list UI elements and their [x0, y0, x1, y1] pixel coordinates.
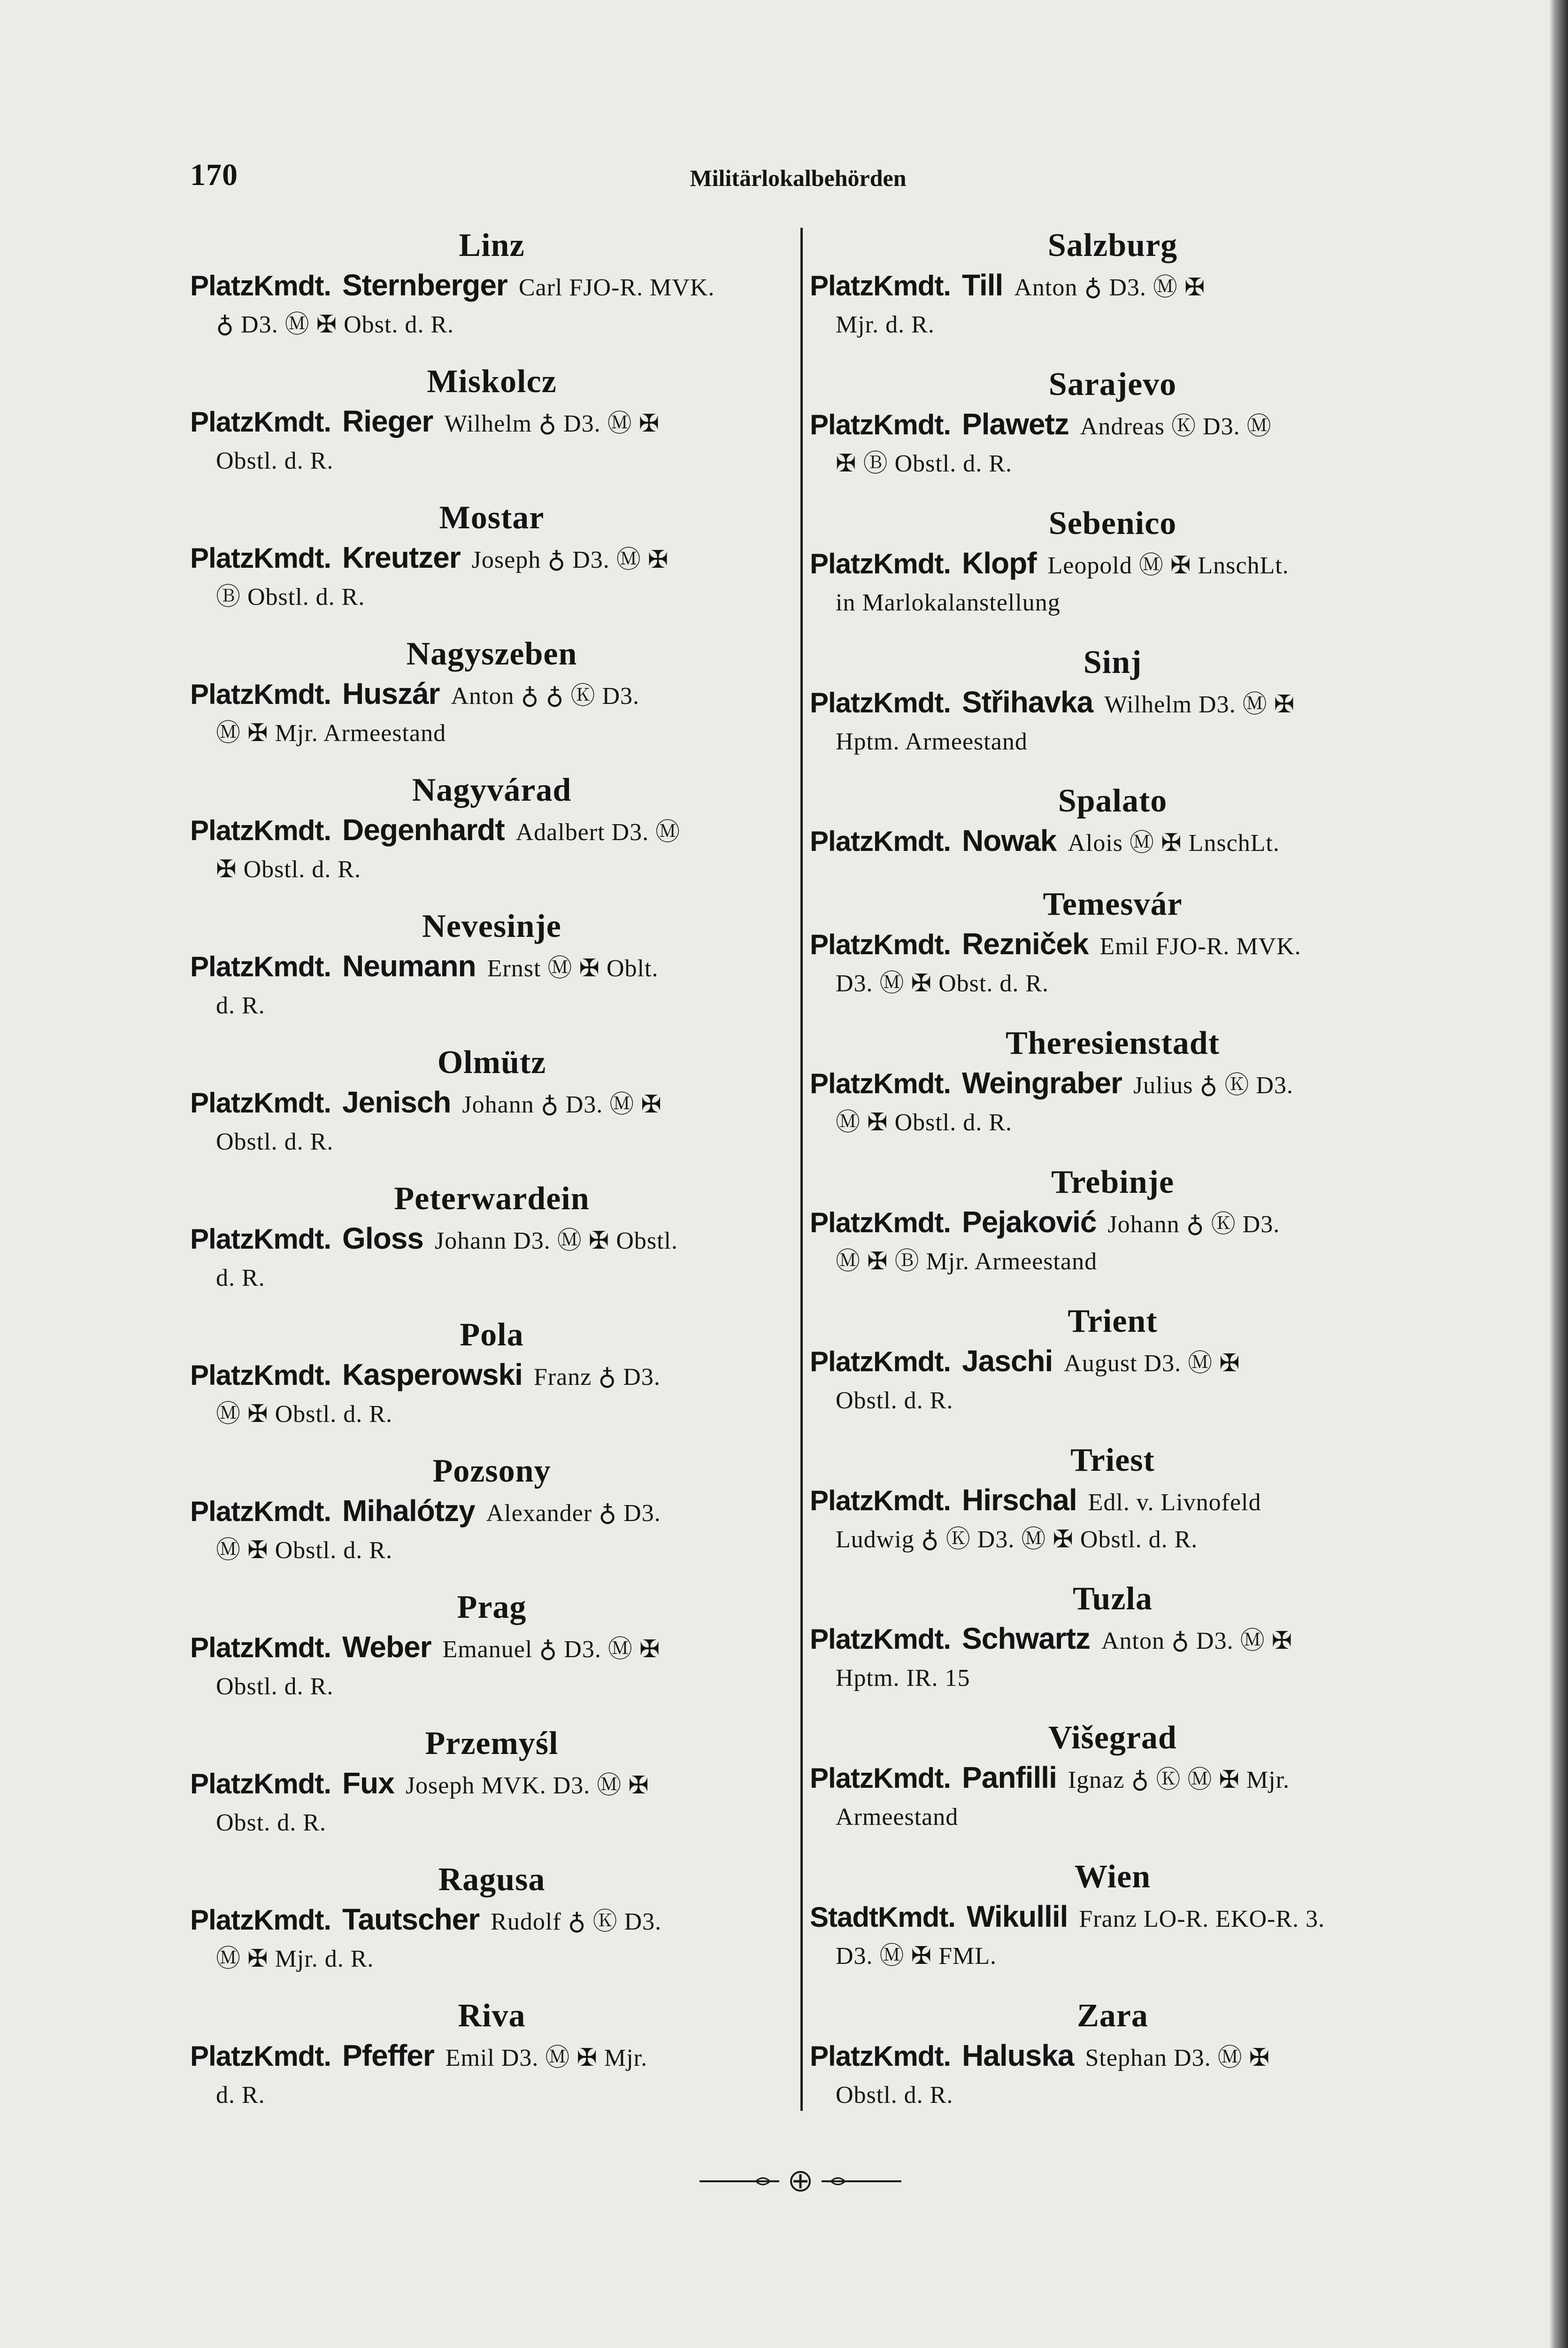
scan-edge — [1549, 0, 1568, 2348]
entry-continuation: d. R. — [216, 992, 265, 1019]
entry-line — [810, 925, 1415, 966]
place-heading: Miskolcz — [427, 363, 557, 400]
entry-continuation: Obstl. d. R. — [836, 1387, 953, 1414]
entry-details: Emanuel ♁ D3. Ⓜ ✠ — [442, 1636, 661, 1663]
entry-pola — [190, 1315, 793, 1432]
entry-continuation: Armeestand — [836, 1804, 959, 1831]
entry-nagyszeben — [190, 634, 793, 751]
office-title: PlatzKmdt. — [190, 270, 331, 301]
entry-details: Johann D3. Ⓜ ✠ Obstl. — [434, 1228, 678, 1254]
surname: Jenisch — [342, 1085, 451, 1119]
place-heading: Przemyśl — [425, 1725, 559, 1761]
surname: Rezniček — [962, 927, 1089, 961]
surname: Rieger — [342, 404, 433, 438]
entry-continuation: Obstl. d. R. — [216, 1128, 334, 1155]
column-divider — [800, 228, 803, 2111]
place-heading: Sinj — [1083, 644, 1142, 680]
surname: Mihalótzy — [342, 1494, 475, 1528]
entry-tuzla — [810, 1579, 1415, 1696]
office-title: PlatzKmdt. — [810, 1068, 951, 1100]
entry-continuation: ✠ Ⓑ Obstl. d. R. — [836, 450, 1012, 477]
office-title: PlatzKmdt. — [810, 826, 951, 857]
surname: Till — [962, 268, 1003, 302]
entry-line — [190, 1219, 793, 1260]
entry-mostar — [190, 498, 793, 615]
place-heading: Theresienstadt — [1005, 1025, 1220, 1062]
entry-prag — [190, 1587, 793, 1705]
entry-continuation: Ⓜ ✠ Obstl. d. R. — [216, 1401, 392, 1428]
office-title: PlatzKmdt. — [810, 1206, 951, 1238]
entry-continuation: D3. Ⓜ ✠ Obst. d. R. — [836, 970, 1049, 997]
surname: Plawetz — [962, 407, 1069, 441]
entry-line — [810, 2036, 1415, 2078]
entry-line — [190, 1900, 793, 1941]
entry-sarajevo — [810, 364, 1415, 482]
entry-pozsony — [190, 1451, 793, 1568]
entry-line — [190, 947, 793, 988]
place-heading: Spalato — [1058, 783, 1168, 819]
office-title: PlatzKmdt. — [810, 687, 951, 718]
entry-continuation: Ⓜ ✠ Obstl. d. R. — [836, 1109, 1012, 1136]
place-heading: Linz — [459, 227, 525, 263]
place-heading: Trebinje — [1051, 1164, 1175, 1200]
entry-line — [810, 1342, 1415, 1383]
entry-temesvar — [810, 884, 1415, 1002]
entry-details: Franz ♁ D3. — [533, 1364, 661, 1390]
office-title: PlatzKmdt. — [190, 1087, 331, 1119]
surname: Schwartz — [962, 1622, 1090, 1656]
surname: Gloss — [342, 1221, 423, 1255]
entry-continuation: in Marlokalanstellung — [836, 589, 1061, 616]
entry-visegrad — [810, 1718, 1415, 1835]
office-title: PlatzKmdt. — [190, 815, 331, 846]
place-heading: Sebenico — [1048, 505, 1177, 541]
office-title: PlatzKmdt. — [190, 951, 331, 982]
entry-continuation: Hptm. Armeestand — [836, 728, 1028, 755]
entry-line — [190, 1491, 793, 1533]
entry-salzburg — [810, 225, 1415, 343]
office-title: PlatzKmdt. — [810, 929, 951, 961]
entry-line — [810, 1203, 1415, 1244]
place-heading: Wien — [1074, 1859, 1151, 1895]
entry-details: Rudolf ♁ Ⓚ D3. — [491, 1908, 662, 1935]
entry-details: Ignaz ♁ Ⓚ Ⓜ ✠ Mjr. — [1068, 1767, 1290, 1794]
entry-continuation: Ⓜ ✠ Obstl. d. R. — [216, 1537, 392, 1564]
entry-line — [190, 1628, 793, 1669]
place-heading: Nevesinje — [422, 908, 561, 944]
place-heading: Mostar — [439, 500, 545, 536]
entry-line — [810, 1897, 1415, 1939]
entry-line — [810, 821, 1415, 863]
entry-continuation: Ⓜ ✠ Mjr. Armeestand — [216, 720, 446, 747]
office-title: PlatzKmdt. — [190, 542, 331, 574]
entry-continuation: Obstl. d. R. — [836, 2081, 953, 2109]
entry-details: Wilhelm D3. Ⓜ ✠ — [1104, 691, 1295, 718]
entry-continuation: d. R. — [216, 2082, 265, 2109]
surname: Pfeffer — [342, 2039, 434, 2072]
surname: Klopf — [962, 546, 1037, 580]
surname: Hirschal — [962, 1483, 1077, 1517]
place-heading: Nagyvárad — [412, 772, 572, 808]
place-heading: Zara — [1077, 1997, 1148, 2034]
entry-nagyvarad — [190, 770, 793, 888]
page-number: 170 — [190, 158, 238, 192]
entry-details: Joseph MVK. D3. Ⓜ ✠ — [405, 1772, 649, 1799]
left-column — [190, 225, 793, 2113]
entry-details: Johann ♁ Ⓚ D3. — [1107, 1211, 1280, 1238]
entry-details: Wilhelm ♁ D3. Ⓜ ✠ — [444, 410, 660, 437]
end-ornament-icon — [699, 2170, 901, 2193]
entry-continuation: d. R. — [216, 1265, 265, 1291]
surname: Fux — [342, 1766, 394, 1800]
entry-line — [190, 674, 793, 716]
entry-line — [190, 2036, 793, 2078]
entry-line — [810, 544, 1415, 585]
surname: Degenhardt — [342, 813, 505, 847]
office-title: PlatzKmdt. — [810, 409, 951, 440]
place-heading: Ragusa — [438, 1861, 546, 1898]
surname: Weingraber — [962, 1066, 1122, 1100]
office-title: PlatzKmdt. — [810, 1762, 951, 1794]
place-heading: Triest — [1070, 1442, 1155, 1478]
office-title: PlatzKmdt. — [810, 2040, 951, 2072]
entry-continuation: ✠ Obstl. d. R. — [216, 856, 361, 883]
surname: Sternberger — [342, 268, 507, 302]
entry-line — [810, 1758, 1415, 1800]
entry-triest — [810, 1440, 1415, 1558]
surname: Kreutzer — [342, 541, 461, 574]
entry-continuation: Mjr. d. R. — [836, 311, 935, 338]
place-heading: Peterwardein — [394, 1181, 590, 1217]
office-title: PlatzKmdt. — [190, 1359, 331, 1391]
entry-line — [190, 1764, 793, 1805]
entry-continuation: ♁ D3. Ⓜ ✠ Obst. d. R. — [216, 311, 454, 338]
entry-details: Carl FJO-R. MVK. — [518, 274, 715, 301]
entry-nevesinje — [190, 906, 793, 1024]
entry-line — [810, 405, 1415, 446]
entry-line — [810, 266, 1415, 307]
entry-continuation: Ⓜ ✠ Ⓑ Mjr. Armeestand — [836, 1248, 1098, 1275]
entry-line — [190, 538, 793, 579]
office-title: PlatzKmdt. — [810, 1484, 951, 1516]
entry-details: Adalbert D3. Ⓜ — [515, 819, 681, 846]
office-title: PlatzKmdt. — [190, 1223, 331, 1255]
place-heading: Olmütz — [437, 1044, 546, 1081]
entry-details: Julius ♁ Ⓚ D3. — [1133, 1072, 1293, 1099]
entry-spalato — [810, 781, 1415, 863]
entry-line — [190, 1355, 793, 1397]
entry-linz — [190, 225, 793, 343]
entry-details: Edl. v. Livnofeld — [1088, 1489, 1261, 1516]
entry-details: Anton ♁ D3. Ⓜ ✠ — [1014, 274, 1206, 301]
entry-line — [810, 1064, 1415, 1105]
entry-line — [190, 1083, 793, 1124]
office-title: PlatzKmdt. — [190, 2040, 331, 2072]
office-title: PlatzKmdt. — [190, 1904, 331, 1936]
place-heading: Nagyszeben — [406, 636, 577, 672]
entry-sebenico — [810, 503, 1415, 621]
entry-continuation: Obst. d. R. — [216, 1809, 326, 1836]
office-title: PlatzKmdt. — [190, 1632, 331, 1663]
entry-details: Andreas Ⓚ D3. Ⓜ — [1080, 413, 1272, 440]
entry-miskolcz — [190, 362, 793, 479]
surname: Pejaković — [962, 1205, 1097, 1239]
entry-przemysl — [190, 1723, 793, 1841]
office-title: StadtKmdt. — [810, 1901, 955, 1933]
surname: Weber — [342, 1630, 431, 1664]
entry-trebinje — [810, 1162, 1415, 1280]
surname: Panfilli — [962, 1761, 1057, 1795]
place-heading: Trient — [1068, 1303, 1158, 1339]
place-heading: Salzburg — [1047, 227, 1178, 263]
place-heading: Temesvár — [1043, 886, 1183, 923]
office-title: PlatzKmdt. — [190, 1496, 331, 1527]
entry-details: Anton ♁ D3. Ⓜ ✠ — [1101, 1628, 1293, 1655]
entry-continuation: Ludwig ♁ Ⓚ D3. Ⓜ ✠ Obstl. d. R. — [836, 1526, 1198, 1553]
surname: Neumann — [342, 949, 476, 983]
office-title: PlatzKmdt. — [190, 1768, 331, 1800]
entry-olmuetz — [190, 1043, 793, 1160]
entry-details: August D3. Ⓜ ✠ — [1064, 1350, 1240, 1377]
office-title: PlatzKmdt. — [190, 406, 331, 438]
place-heading: Tuzla — [1073, 1581, 1153, 1617]
entry-details: Emil FJO-R. MVK. — [1099, 933, 1301, 960]
entry-details: Johann ♁ D3. Ⓜ ✠ — [462, 1091, 662, 1118]
entry-details: Anton ♁ ♁ Ⓚ D3. — [451, 683, 640, 710]
entry-details: Alexander ♁ D3. — [486, 1500, 661, 1527]
place-heading: Sarajevo — [1048, 366, 1177, 402]
entry-details: Leopold Ⓜ ✠ LnschLt. — [1047, 552, 1289, 579]
entry-wien — [810, 1857, 1415, 1974]
place-heading: Riva — [458, 1998, 526, 2034]
entry-line — [190, 402, 793, 443]
entry-zara — [810, 1996, 1415, 2113]
entry-details: Franz LO-R. EKO-R. 3. — [1079, 1906, 1325, 1933]
entry-line — [810, 683, 1415, 724]
surname: Tautscher — [342, 1902, 480, 1936]
entry-continuation: Ⓜ ✠ Mjr. d. R. — [216, 1946, 374, 1972]
entry-riva — [190, 1996, 793, 2113]
surname: Střihavka — [962, 685, 1093, 719]
entry-ragusa — [190, 1860, 793, 1977]
office-title: PlatzKmdt. — [810, 1345, 951, 1377]
place-heading: Pola — [460, 1317, 524, 1353]
entry-continuation: Obstl. d. R. — [216, 448, 334, 474]
entry-details: Alois Ⓜ ✠ LnschLt. — [1068, 830, 1280, 857]
surname: Nowak — [962, 824, 1057, 858]
office-title: PlatzKmdt. — [190, 679, 331, 710]
entry-line — [810, 1481, 1415, 1522]
entry-line — [190, 811, 793, 852]
place-heading: Prag — [457, 1589, 527, 1625]
place-heading: Pozsony — [432, 1453, 551, 1489]
entry-continuation: Ⓑ Obstl. d. R. — [216, 584, 365, 610]
surname: Huszár — [342, 677, 440, 711]
entry-sinj — [810, 642, 1415, 760]
surname: Kasperowski — [342, 1358, 523, 1391]
surname: Wikullil — [966, 1900, 1068, 1934]
entry-theresienstadt — [810, 1023, 1415, 1141]
entry-continuation: Hptm. IR. 15 — [836, 1665, 970, 1692]
entry-line — [810, 1619, 1415, 1661]
place-heading: Višegrad — [1048, 1720, 1177, 1756]
right-column — [810, 225, 1415, 2113]
entry-details: Ernst Ⓜ ✠ Oblt. — [487, 955, 659, 982]
office-title: PlatzKmdt. — [810, 1623, 951, 1655]
entry-continuation: Obstl. d. R. — [216, 1673, 334, 1700]
surname: Haluska — [962, 2038, 1074, 2072]
entry-peterwardein — [190, 1179, 793, 1296]
entry-continuation: D3. Ⓜ ✠ FML. — [836, 1943, 997, 1970]
entry-details: Emil D3. Ⓜ ✠ Mjr. — [445, 2045, 648, 2071]
office-title: PlatzKmdt. — [810, 548, 951, 579]
entry-details: Stephan D3. Ⓜ ✠ — [1085, 2044, 1270, 2071]
office-title: PlatzKmdt. — [810, 270, 951, 301]
entry-trient — [810, 1301, 1415, 1419]
entry-details: Joseph ♁ D3. Ⓜ ✠ — [471, 547, 669, 573]
running-title: Militärlokalbehörden — [690, 165, 907, 191]
surname: Jaschi — [962, 1344, 1053, 1378]
entry-line — [190, 266, 793, 307]
